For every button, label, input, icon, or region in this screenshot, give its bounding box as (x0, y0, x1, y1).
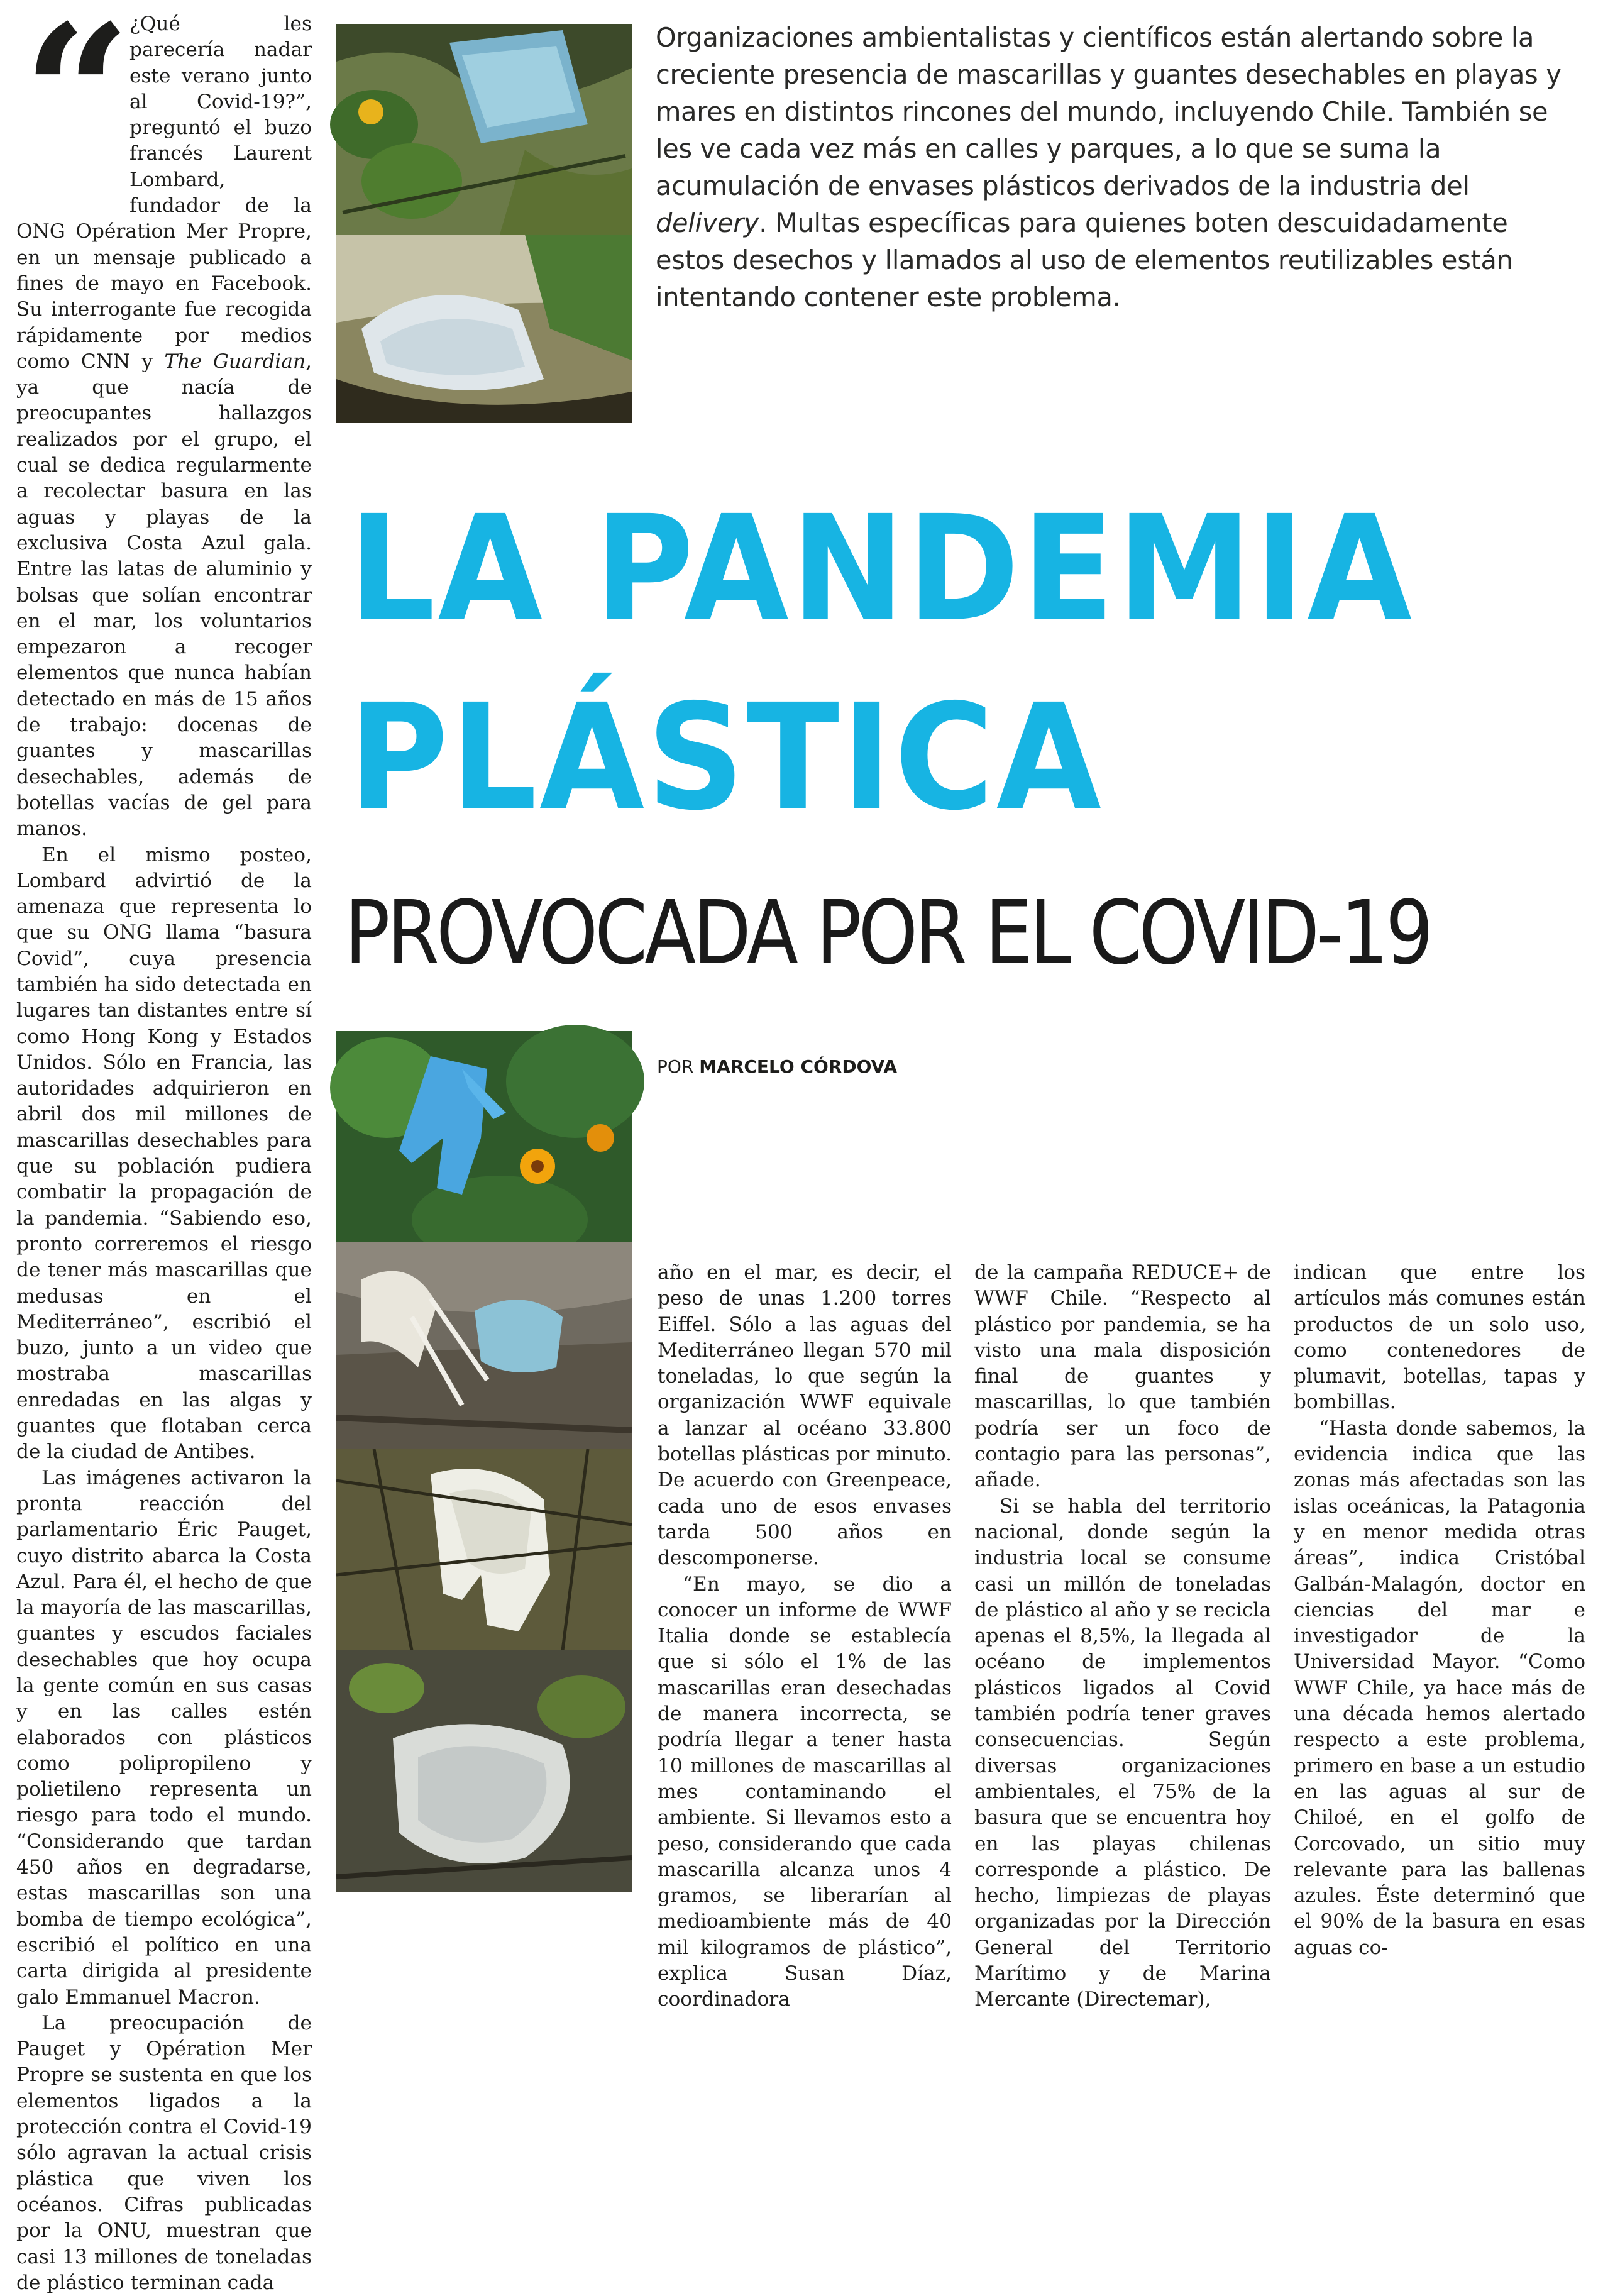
paragraph-5: año en el mar, es decir, el peso de unas 1.200 torres Eiffel. Sólo a las aguas del Mediterráneo llegan 570 mil toneladas, lo que según la organización WWF equivale a lanzar al océano 33.800 botellas plásticas por minuto. De acuerdo con Greenpeace, cada uno de esos envases tarda 500 años en descomponerse. (658, 1261, 952, 1570)
author-name: MARCELO CÓRDOVA (699, 1056, 898, 1077)
subheadline: PROVOCADA POR EL COVID-19 (344, 882, 1431, 985)
byline-prefix: POR (657, 1056, 700, 1077)
paragraph-9: indican que entre los artículos más comunes están productos de un solo uso, como contenedores de plumavit, botellas, tapas y bombillas. (1294, 1261, 1585, 1414)
article-deck (656, 19, 1580, 316)
paragraph-4: La preocupación de Pauget y Opération Mer Propre se sustenta en que los elementos ligados a la protección contra el Covid-19 sólo agravan la actual crisis plástica que viven los océanos. Cifras publicadas por la ONU, muestran que casi 13 millones de toneladas de plástico terminan cada (16, 2011, 312, 2294)
paragraph-2: En el mismo posteo, Lombard advirtió de la amenaza que representa lo que su ONG llama “basura Covid”, cuya presencia también ha sido detectada en lugares tan distantes entre sí como Hong Kong y Estados Unidos. Sólo en Francia, las autoridades adquirieron en abril dos mil millones de mascarillas desechables para que su población pudiera combatir la propagación de la pandemia. “Sabiendo eso, pronto correremos el riesgo de tener más mascarillas que medusas en el Mediterráneo”, escribió el buzo, junto a un video que mostraba mascarillas enredadas en las algas y guantes que flotaban cerca de la ciudad de Antibes. (16, 843, 312, 1464)
byline (657, 1056, 897, 1078)
deck-text: Organizaciones ambientalistas y científicos están alertando sobre la creciente presencia de mascarillas y guantes desechables en playas y mares en distintos rincones del mundo, incluyendo Chile. También se les ve cada vez más en calles y parques, a lo que se suma la acumulación de envases plásticos derivados de la industria del (656, 22, 1562, 201)
paragraph-6: “En mayo, se dio a conocer un informe de WWF Italia donde se establecía que si sólo el 1% de las mascarillas eran desechadas de manera incorrecta, se podría llegar a tener hasta 10 millones de mascarillas al mes contaminando el ambiente. Si llevamos esto a peso, considerando que cada mascarilla alcanza unos 4 gramos, se liberarían al medioambiente más de 40 mil kilogramos de plástico”, explica Susan Díaz, coordinadora (658, 1572, 952, 2011)
opening-quote-mark: “ (23, 0, 131, 205)
paragraph-3: Las imágenes activaron la pronta reacción del parlamentario Éric Pauget, cuyo distrito abarca la Costa Azul. Para él, el hecho de que la mayoría de las mascarillas, guantes y escudos faciales desechables que hoy ocupa la gente común en sus casas y en las calles estén elaborados con plásticos como polipropileno y polietileno representa un riesgo para todo el mundo. “Considerando que tardan 450 años en degradarse, estas mascarillas son una bomba de tiempo ecológica”, escribió el político en una carta dirigida al presidente galo Emmanuel Macron. (16, 1466, 312, 2009)
article-column-4 (1294, 1260, 1585, 1959)
text-run: ¿Qué les parecería nadar este verano junto al Covid-19?”, preguntó el buzo francés Laurent Lombard, fundador de la ONG Opération Mer Propre, en un mensaje publicado a fines de mayo en Facebook. Su interrogante fue recogida rápidamente por medios como CNN y (16, 13, 312, 373)
paragraph-7: de la campaña REDUCE+ de WWF Chile. “Respecto al plástico por pandemia, se ha visto una mala disposición final de guantes y mascarillas, lo que también podría ser un foco de contagio para las personas”, añade. (974, 1261, 1271, 1492)
headline-line-2: PLÁSTICA (349, 673, 1104, 842)
photo-debris-mask (336, 1242, 632, 1449)
photo-blue-glove-flowers (336, 1031, 632, 1242)
photo-plastic-bag-leaves (336, 1650, 632, 1892)
photo-blue-mask-grass (336, 24, 632, 235)
text-run: , ya que nacía de preocupantes hallazgos realizados por el grupo, el cual se dedica regularmente a recolectar basura en las aguas y playas de la exclusiva Costa Azul gala. Entre las latas de aluminio y bolsas que solían encontrar en el mar, los voluntarios empezaron a recoger elementos que nunca habían detectado en más de 15 años de trabajo: docenas de guantes y mascarillas desechables, además de botellas vacías de gel para manos. (16, 350, 312, 841)
article-column-3 (974, 1260, 1271, 2011)
deck-italic-word: delivery (656, 207, 759, 238)
paragraph-8: Si se habla del territorio nacional, donde según la industria local se consume casi un millón de toneladas de plástico al año y se recicla apenas el 8,5%, la llegada al océano de implementos plásticos ligados al Covid también podría tener graves consecuencias. Según diversas organizaciones ambientales, el 75% de la basura que se encuentra hoy en las playas chilenas corresponde a plástico. De hecho, limpiezas de playas organizadas por la Dirección General del Territorio Marítimo y de Marina Mercante (Directemar), (974, 1494, 1271, 2011)
headline-line-1: LA PANDEMIA (349, 484, 1414, 654)
photo-white-glove-roots (336, 1449, 632, 1650)
article-column-1 (16, 11, 312, 2294)
quote-mark-space (16, 11, 129, 194)
article-column-2 (658, 1260, 952, 2011)
publication-name: The Guardian (164, 350, 306, 373)
photo-white-mask-ground (336, 235, 632, 423)
paragraph-10: “Hasta donde sabemos, la evidencia indica que las zonas más afectadas son las islas oceánicas, la Patagonia y en menor medida otras áreas”, indica Cristóbal Galbán-Malagón, doctor en ciencias del mar e investigador de la Universidad Mayor. “Como WWF Chile, ya hace más de una década hemos alertado respecto a este problema, primero en base a un estudio en las aguas al sur de Chiloé, en el golfo de Corcovado, un sitio muy relevante para las ballenas azules. Éste determinó que el 90% de la basura en esas aguas co- (1294, 1416, 1585, 1959)
deck-text: . Multas específicas para quienes boten descuidadamente estos desechos y llamados al uso de elementos reutilizables están intentando contener este problema. (656, 207, 1513, 312)
